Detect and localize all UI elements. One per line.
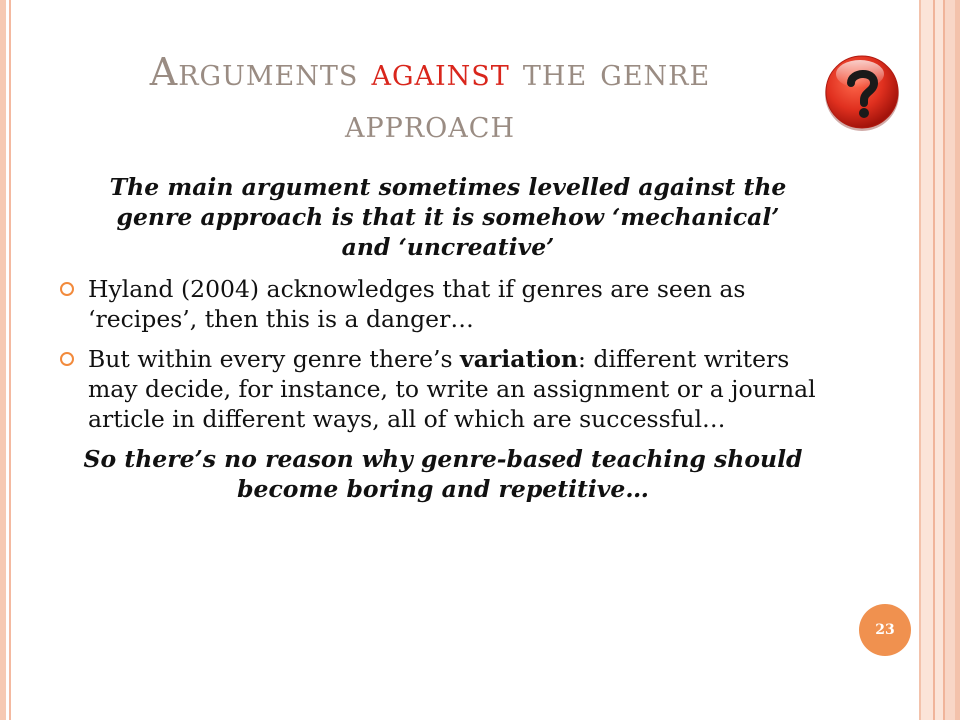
- title-highlight: against: [371, 50, 510, 94]
- bullet-text-bold: variation: [460, 345, 579, 373]
- list-item: [58, 274, 838, 334]
- bullet-text-after: : different writers may decide, for instance, to write an assignment or a journal article in different ways, all of which are successful…: [88, 345, 816, 433]
- lead-statement: The main argument sometimes levelled against the genre approach is that it is somehow ‘mechanical’ and ‘uncreative’: [109, 173, 787, 261]
- closing-statement: So there’s no reason why genre-based teaching should become boring and repetitive…: [83, 445, 803, 503]
- page-number-badge: [859, 604, 911, 656]
- bullet-text: Hyland (2004) acknowledges that if genres are seen as ‘recipes’, then this is a danger…: [88, 275, 746, 333]
- slide-left-border: [0, 0, 6, 720]
- title-part-2: the genre approach: [345, 50, 711, 146]
- list-item: [58, 344, 838, 434]
- slide-title: [70, 46, 790, 150]
- bullet-icon: [60, 352, 74, 366]
- bullet-icon: [60, 282, 74, 296]
- page-number: 23: [875, 622, 895, 638]
- bullet-text-before: But within every genre there’s: [88, 345, 461, 373]
- question-mark-icon: [822, 52, 902, 132]
- slide-body: [58, 172, 838, 504]
- title-part-1: Arguments: [149, 50, 372, 94]
- slide-right-stripes: [915, 0, 960, 720]
- bullet-list: [58, 274, 838, 434]
